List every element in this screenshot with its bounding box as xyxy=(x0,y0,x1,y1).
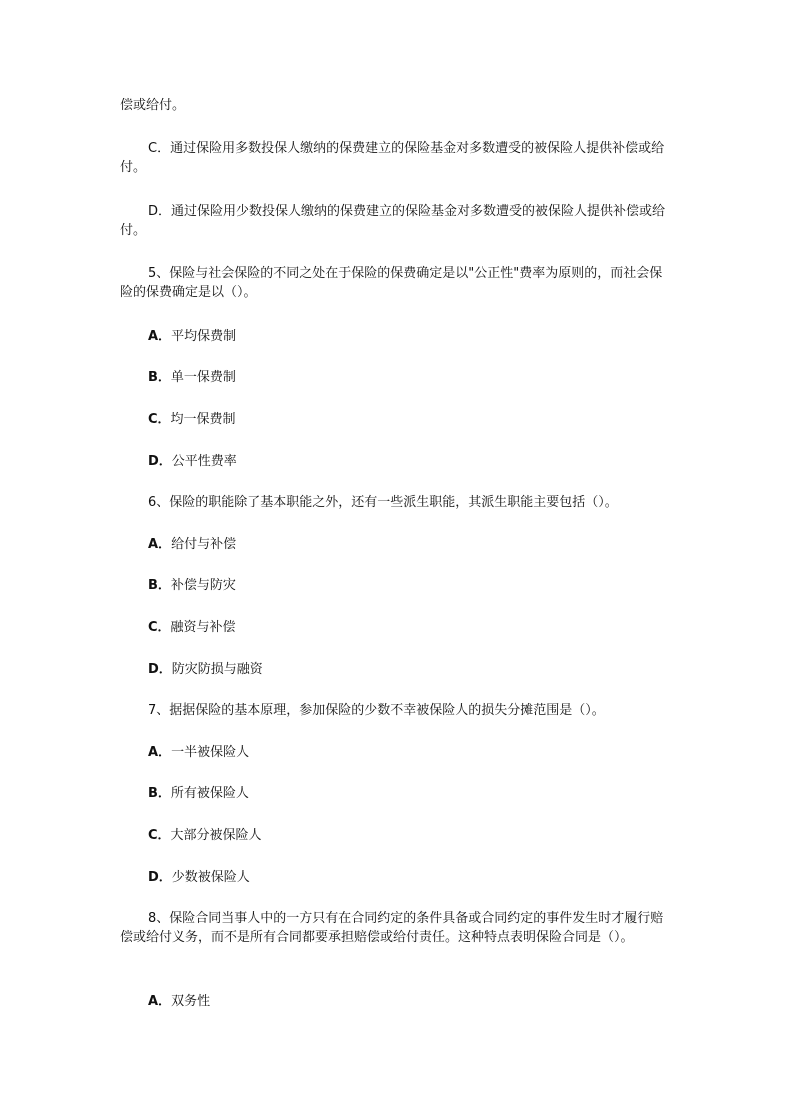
question-5-stem: 5、保险与社会保险的不同之处在于保险的保费确定是以"公正性"费率为原则的，而社会保险的保费确定是以（）。 xyxy=(120,266,663,300)
q7-option-a xyxy=(148,743,249,762)
option-letter: D． xyxy=(148,870,172,885)
option-text: 双务性 xyxy=(171,994,211,1009)
option-letter: A． xyxy=(148,994,172,1009)
option-text: 一半被保险人 xyxy=(171,745,250,760)
option-text: 补偿与防灾 xyxy=(170,578,236,593)
q5-option-d xyxy=(148,452,237,471)
option-letter: A． xyxy=(148,537,172,552)
q4-option-d: D．通过保险用少数投保人缴纳的保费建立的保险基金对多数遭受的被保险人提供补偿或给付。 xyxy=(120,204,666,238)
option-text: 融资与补偿 xyxy=(170,620,236,635)
option-text: 所有被保险人 xyxy=(170,786,249,801)
option-text: 单一保费制 xyxy=(170,370,236,385)
option-text: 防灾防损与融资 xyxy=(171,662,263,677)
option-letter: A． xyxy=(148,745,172,760)
q5-option-a xyxy=(148,327,236,346)
q8-option-a xyxy=(148,992,210,1011)
q7-option-d xyxy=(148,868,250,887)
option-text: 给付与补偿 xyxy=(171,537,237,552)
option-letter: B． xyxy=(148,786,171,801)
q6-option-b xyxy=(148,576,236,595)
q5-option-c xyxy=(148,410,236,429)
question-6-stem: 6、保险的职能除了基本职能之外，还有一些派生职能，其派生职能主要包括（）。 xyxy=(148,495,618,510)
option-text: 均一保费制 xyxy=(170,412,236,427)
option-text: 平均保费制 xyxy=(171,329,237,344)
q5-option-b xyxy=(148,368,236,387)
q7-option-b xyxy=(148,784,249,803)
option-letter: D． xyxy=(148,662,172,677)
q6-option-d xyxy=(148,660,263,679)
option-text: 少数被保险人 xyxy=(171,870,250,885)
option-letter: C． xyxy=(148,412,171,427)
previous-option-continuation: 偿或给付。 xyxy=(120,98,186,113)
option-letter: B． xyxy=(148,370,171,385)
question-8-stem: 8、保险合同当事人中的一方只有在合同约定的条件具备或合同约定的事件发生时才履行赔偿或给付义务，而不是所有合同都要承担赔偿或给付责任。这种特点表明保险合同是（）。 xyxy=(120,911,664,945)
option-text: 公平性费率 xyxy=(171,454,237,469)
q6-option-a xyxy=(148,535,236,554)
q7-option-c xyxy=(148,826,262,845)
option-letter: B． xyxy=(148,578,171,593)
option-letter: C． xyxy=(148,620,171,635)
q4-option-c: C．通过保险用多数投保人缴纳的保费建立的保险基金对多数遭受的被保险人提供补偿或给付。 xyxy=(120,141,665,175)
option-letter: D． xyxy=(148,454,172,469)
option-letter: C． xyxy=(148,828,171,843)
q6-option-c xyxy=(148,618,236,637)
option-letter: A． xyxy=(148,329,172,344)
question-7-stem: 7、据据保险的基本原理，参加保险的少数不幸被保险人的损失分摊范围是（）。 xyxy=(148,703,605,718)
option-text: 大部分被保险人 xyxy=(170,828,262,843)
